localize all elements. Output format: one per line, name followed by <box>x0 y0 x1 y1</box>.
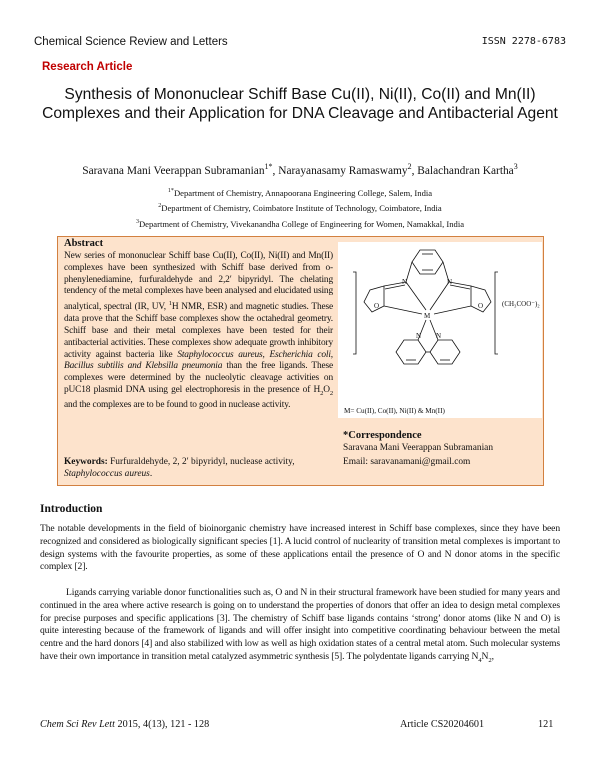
affiliation-2-text: Department of Chemistry, Coimbatore Institute of Technology, Coimbatore, India <box>161 203 442 214</box>
furan-o-left-label: O <box>374 302 380 310</box>
page-number: 121 <box>538 719 554 730</box>
author-1-sup: 1* <box>264 162 273 171</box>
abstract-part-2: H NMR, ESR) and magnetic studies. These data prove that the Schiff base complexes show the octahedral geometry. Schiff base and their metal complexes have been tested for their antibacterial activities. These complexes show adequate growth inhibitory activity against bacteria like <box>64 302 334 360</box>
bipyridyl-n-left-label: N <box>416 332 422 340</box>
affiliation-2-sup: 2 <box>158 203 162 210</box>
author-list: Saravana Mani Veerappan Subramanian$^{1*}$, Narayanasamy Ramaswamy$^2$, Balachandran Kartha$^3$ <box>82 162 518 177</box>
complex-structure-figure <box>338 242 542 418</box>
abstract-sup-1: 1 <box>168 300 172 308</box>
paragraph-2-text: Ligands carrying variable donor functionalities such as, O and N in their structural framework have been studied for many years and continued in the area where active research is going on to understand the properties of donors that offer an idea to design metal complexes for precise purposes and specific applications [3]. The chemistry of Schiff base ligands contains ‘strong’ donor atoms (like N and O) is quite interesting because of the framework of ligands and will offer insight into competitive coordinating behaviour between the metal centre and the hard donors [4] and also stabilized with low as well as high oxidation states of a central metal atom. Such molecular systems have their own importance in transition metal catalyzed asymmetric synthesis [5]. The polydentate ligands carrying N <box>40 587 560 662</box>
abstract-text <box>64 251 333 411</box>
keywords-text: Furfuraldehyde, 2, 2′ bipyridyl, nuclease activity, <box>107 457 295 467</box>
paragraph-2-end: , <box>491 650 494 662</box>
affiliation-1 <box>40 185 560 200</box>
author-2: Narayanasamy Ramaswamy <box>278 164 408 177</box>
paragraph-2-sub-2: 2 <box>488 656 492 664</box>
introduction-heading: Introduction <box>40 503 103 515</box>
keywords-label: Keywords: <box>64 457 108 467</box>
abstract-part-4: and the complexes are to be found to good in nuclease activity. <box>64 399 291 410</box>
author-3: Balachandran Kartha <box>417 164 514 177</box>
bipyridyl-n-right-label: N <box>436 332 442 340</box>
paper-title: Synthesis of Mononuclear Schiff Base Cu(II), Ni(II), Co(II) and Mn(II) Complexes and their Application for DNA Cleavage and Antibacterial Agent <box>42 86 558 122</box>
author-2-sup: 2 <box>407 162 412 171</box>
author-3-sup: 3 <box>513 162 518 171</box>
abstract-part-1: New series of mononuclear Schiff base Cu(II), Co(II), Ni(II) and Mn(II) complexes have been synthesized with Schiff base derived from o- phenylenediamine, furfuraldehyde and 2,2′ bipyridyl. The chelating tendency of the metal complexes have been analysed and elucidated using analytical, spectral (IR, UV, <box>64 251 333 313</box>
journal-name: Chemical Science Review and Letters <box>34 36 228 48</box>
introduction-paragraph-1: The notable developments in the field of bioinorganic chemistry have increased interest in Schiff base complexes, since they have been recognized and considered as biologically significant species [1]. A lucid control of nuclearity of transition metal complexes is important to design systems with the favourite properties, as some of these applications entail the presence of O and N donor atoms in the specific complex [2]. <box>40 523 560 573</box>
footer-article-id: Article CS20204601 <box>400 719 485 730</box>
affiliation-1-sup: 1* <box>167 188 174 194</box>
metal-center-label: M <box>424 312 431 320</box>
affiliation-3 <box>40 216 560 231</box>
correspondence-heading: *Correspondence <box>343 430 422 441</box>
affiliations <box>40 185 560 231</box>
abstract-sub-2: 2 <box>329 389 333 397</box>
footer-volume: 2015, 4(13), 121 - 128 <box>114 719 210 730</box>
abstract-mid: O <box>323 384 330 395</box>
counter-ion-label: (CH₃COO⁻)₂ <box>502 300 540 308</box>
abstract-heading: Abstract <box>64 238 104 249</box>
imine-n-right-label: N <box>447 278 453 286</box>
affiliation-1-text: Department of Chemistry, Annapoorana Engineering College, Salem, India <box>173 187 433 198</box>
abstract-part-3: than the free ligands. These complexes were determined by the nucleolytic cleavage activities on pUC18 plasmid DNA using gel electrophoresis in the presence of H <box>64 361 334 395</box>
paragraph-2-mid: N <box>481 650 489 662</box>
introduction-paragraph-2 <box>40 587 560 668</box>
affiliation-3-text: Department of Chemistry, Vivekanandha College of Engineering for Women, Namakkal, India <box>138 218 465 229</box>
abstract-bacteria-names: Staphylococcus aureus, Escherichia coli, Bacillus subtilis and Klebsilla pneumonia <box>64 349 333 372</box>
correspondence-name: Saravana Mani Veerappan Subramanian <box>343 443 494 453</box>
paragraph-2-sub-1: 4 <box>478 656 482 664</box>
affiliation-3-sup: 3 <box>135 218 139 225</box>
issn-number: ISSN 2278-6783 <box>481 36 566 47</box>
keywords-italic: Staphylococcus aureus <box>64 469 150 479</box>
author-1: Saravana Mani Veerappan Subramanian <box>82 164 265 177</box>
abstract-sub-1: 2 <box>320 389 324 397</box>
footer-journal: Chem Sci Rev Lett <box>40 719 115 730</box>
affiliation-2 <box>40 200 560 215</box>
imine-n-left-label: N <box>402 278 408 286</box>
furan-o-right-label: O <box>478 302 484 310</box>
footer-citation <box>40 719 209 730</box>
correspondence-email[interactable]: Email: saravanamani@gmail.com <box>343 457 471 467</box>
article-type-label: Research Article <box>42 61 133 73</box>
figure-caption: M= Cu(II), Co(II), Ni(II) & Mn(II) <box>344 407 445 415</box>
keywords-end: . <box>149 469 153 479</box>
keywords <box>64 456 336 480</box>
